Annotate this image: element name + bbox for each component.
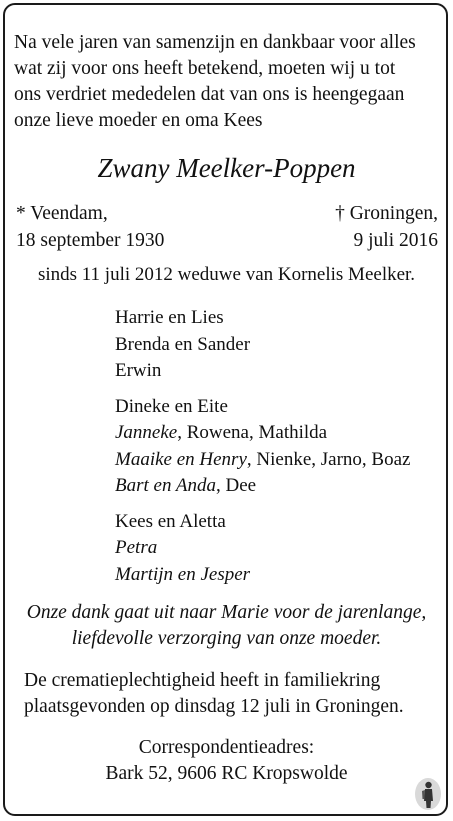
intro-text <box>14 30 439 134</box>
thanks-text <box>0 600 453 652</box>
thanks-line: liefdevolle verzorging van onze moeder. <box>71 628 382 649</box>
family-member: Dineke en Eite <box>115 395 228 417</box>
death-place: † Groningen, <box>335 203 438 224</box>
family-member: Petra <box>115 537 158 558</box>
family-member-italic: Janneke <box>115 422 178 443</box>
family-member: Martijn en Jesper <box>115 563 251 585</box>
family-member-rest: , Nienke, Jarno, Boaz <box>246 448 411 470</box>
deceased-name: Zwany Meelker-Poppen <box>97 153 356 183</box>
family-group-2 <box>115 394 410 500</box>
family-member <box>115 447 410 474</box>
birth-place: * Veendam, <box>16 203 108 224</box>
family-member: Harrie en Lies <box>115 307 224 328</box>
family-member: Erwin <box>115 360 162 381</box>
correspondence-address <box>0 735 453 787</box>
family-member: Kees en Aletta <box>115 510 226 532</box>
intro-line: onze lieve moeder en oma Kees <box>14 110 263 131</box>
family-member <box>115 420 410 447</box>
cremation-line: plaatsgevonden op dinsdag 12 juli in Groningen. <box>24 696 404 717</box>
family-member-italic: Bart en Anda <box>115 475 216 496</box>
family-member-rest: , Dee <box>215 475 257 496</box>
family-group-3 <box>115 509 410 589</box>
widow-line: sinds 11 juli 2012 weduwe van Kornelis Meelker. <box>37 264 416 285</box>
cremation-line: De crematieplechtigheid heeft in familiekring <box>24 670 381 691</box>
correspondence-address-line: Bark 52, 9606 RC Kropswolde <box>105 763 348 784</box>
mourning-figure-icon <box>414 775 442 811</box>
family-group-1 <box>115 305 410 385</box>
intro-line: wat zij voor ons heeft betekend, moeten wij u tot <box>14 58 396 79</box>
intro-line: ons verdriet mededelen dat van ons is heengegaan <box>14 84 405 105</box>
birth-date: 18 september 1930 <box>16 230 165 251</box>
family-member-rest: , Rowena, Mathilda <box>177 422 328 443</box>
family-member-italic: Maaike en Henry <box>115 448 247 470</box>
cremation-text <box>24 668 404 720</box>
birth-info <box>16 200 164 254</box>
family-list <box>115 305 410 597</box>
family-member <box>115 473 410 500</box>
death-info <box>335 200 438 254</box>
family-member: Brenda en Sander <box>115 333 251 355</box>
death-date: 9 juli 2016 <box>353 230 438 251</box>
thanks-line: Onze dank gaat uit naar Marie voor de jarenlange, <box>26 602 427 623</box>
intro-line: Na vele jaren van samenzijn en dankbaar voor alles <box>14 32 416 53</box>
correspondence-label: Correspondentieadres: <box>138 737 315 758</box>
